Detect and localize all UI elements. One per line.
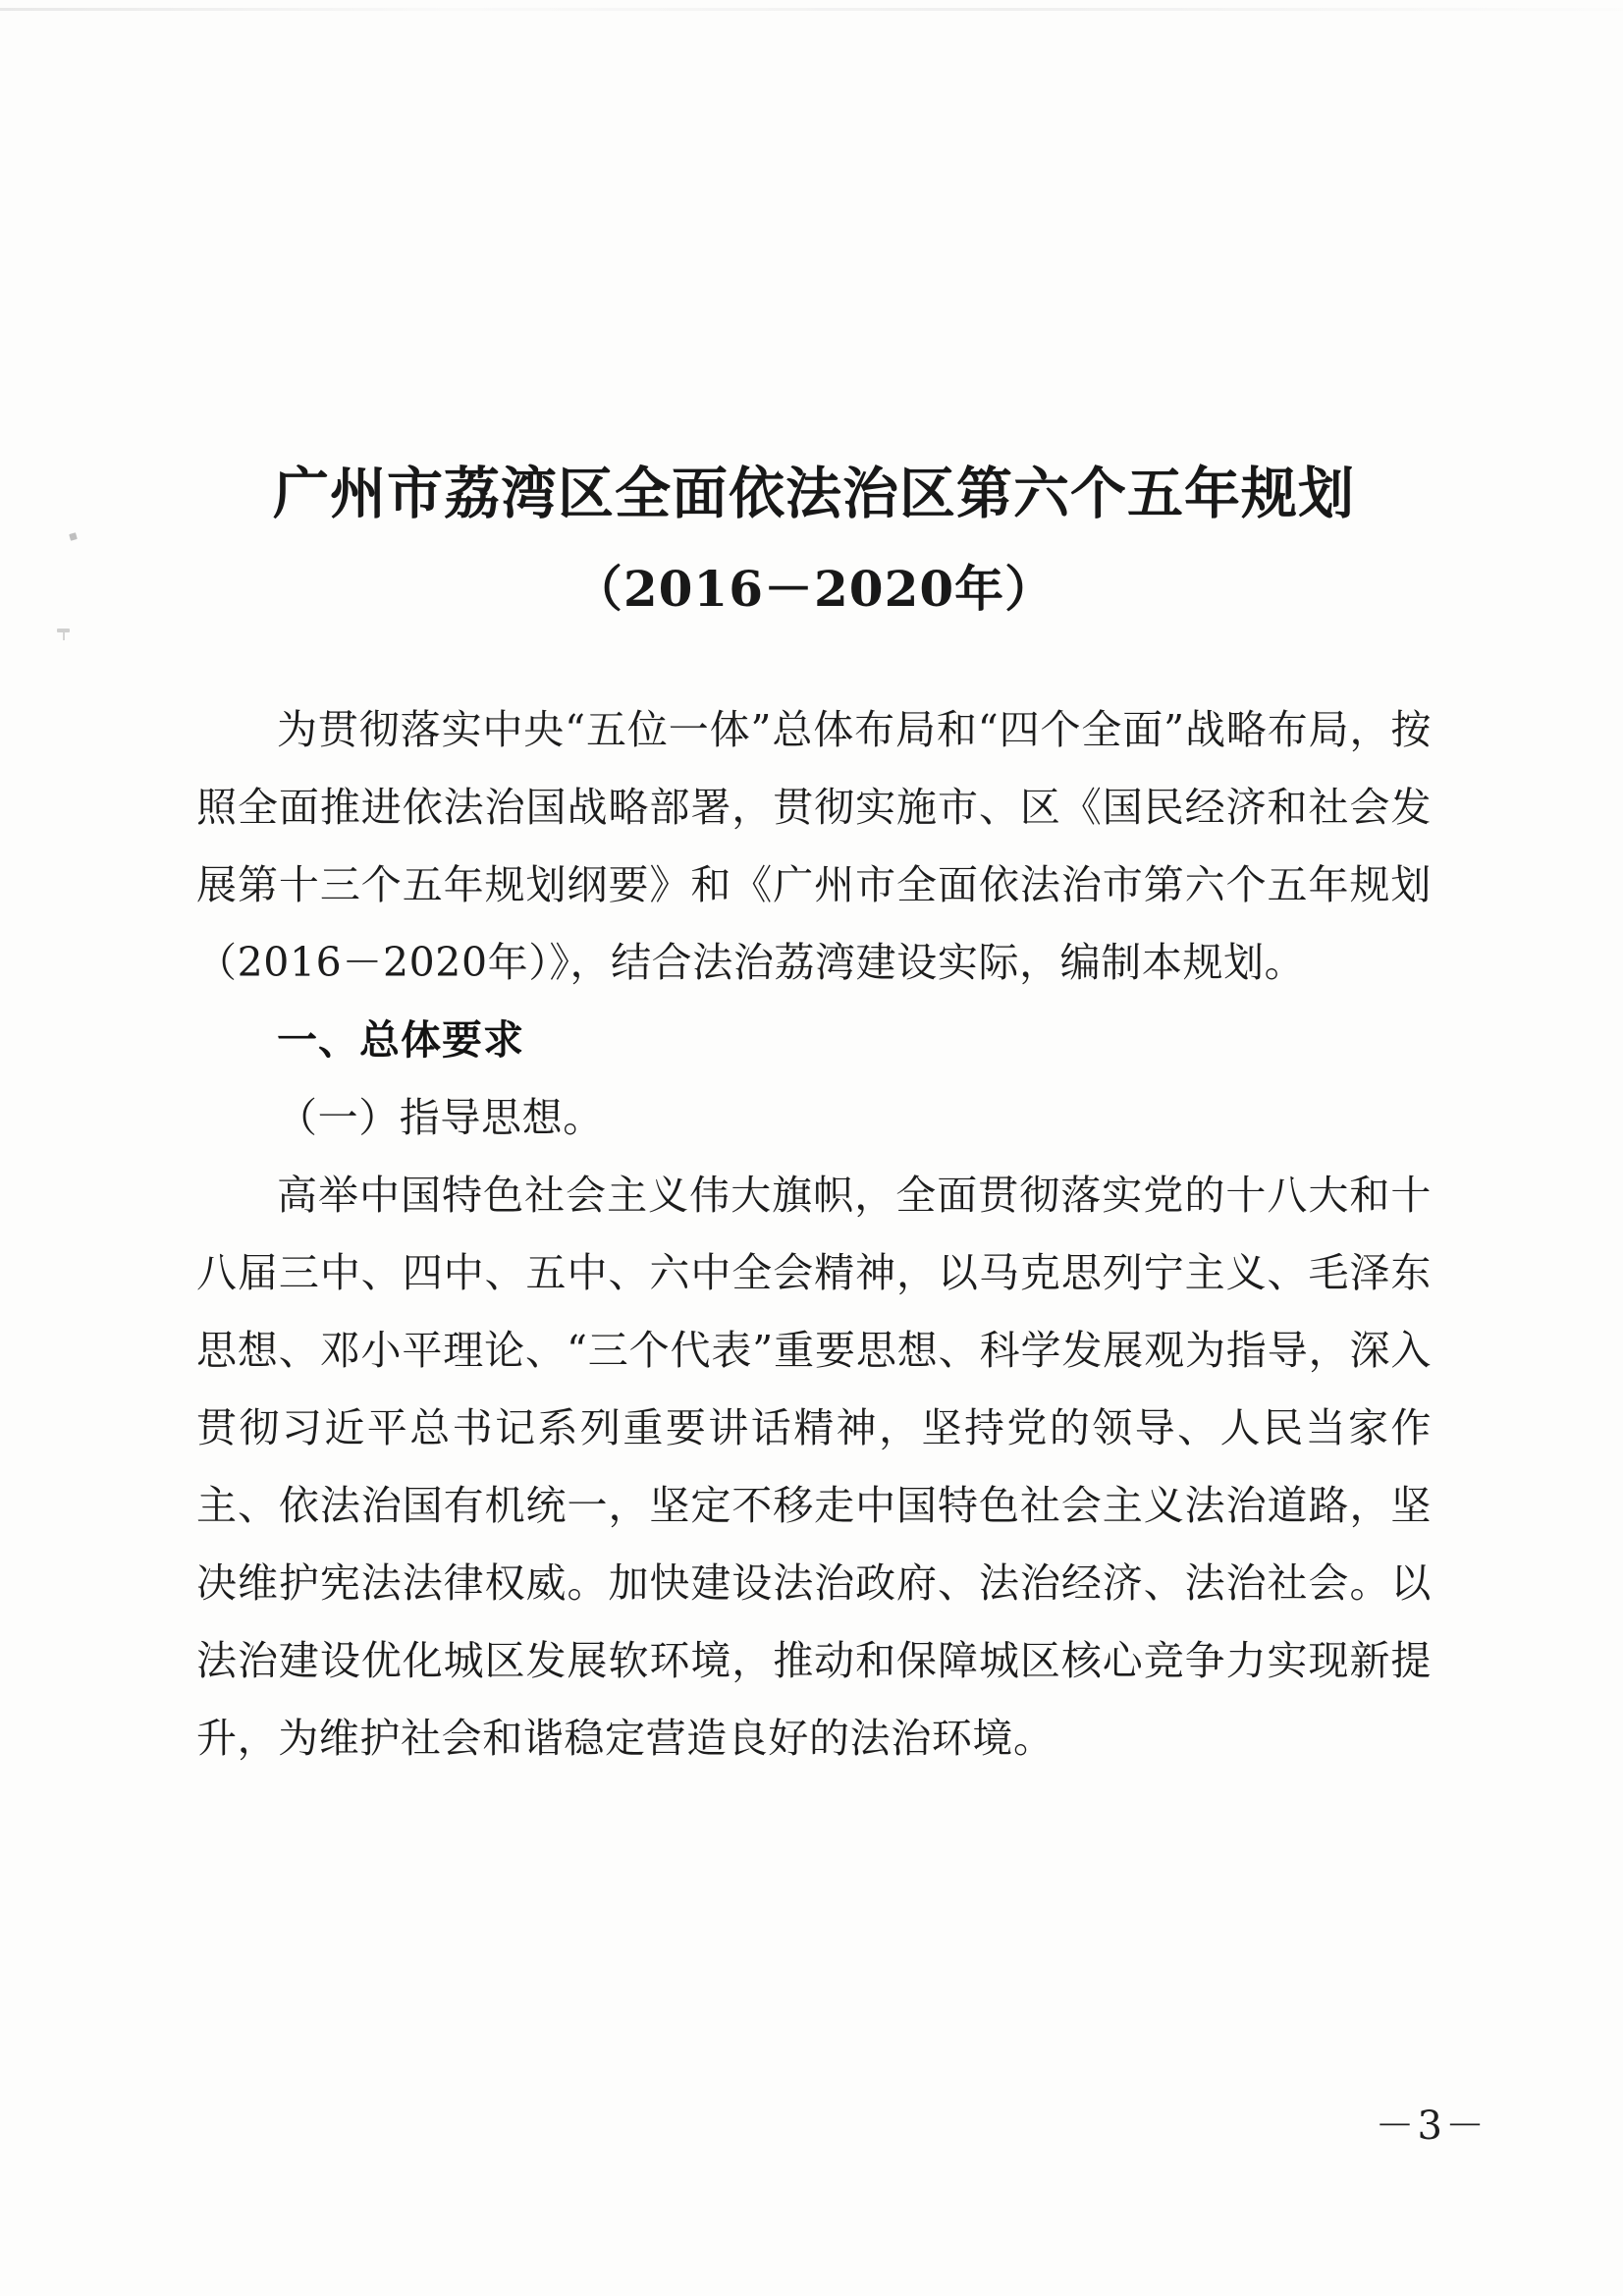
preamble-paragraph: 为贯彻落实中央“五位一体”总体布局和“四个全面”战略布局，按照全面推进依法治国战略部署，贯彻实施市、区《国民经济和社会发展第十三个五年规划纲要》和《广州市全面依法治市第六个五年规划（2016－2020年）》，结合法治荔湾建设实际，编制本规划。 [196,705,1432,986]
guiding-thought-paragraph: 高举中国特色社会主义伟大旗帜，全面贯彻落实党的十八大和十八届三中、四中、五中、六中全会精神，以马克思列宁主义、毛泽东思想、邓小平理论、“三个代表”重要思想、科学发展观为指导，深入贯彻习近平总书记系列重要讲话精神，坚持党的领导、人民当家作主、依法治国有机统一，坚定不移走中国特色社会主义法治道路，坚决维护宪法法律权威。加快建设法治政府、法治经济、法治社会。以法治建设优化城区发展软环境，推动和保障城区核心竞争力实现新提升，为维护社会和谐稳定营造良好的法治环境。 [196,1171,1432,1762]
scan-speck-artifact [57,629,70,632]
scan-speck-artifact [69,532,78,541]
document-subtitle: （2016－2020年） [572,559,1055,618]
subsection-heading-guiding-thought: （一）指导思想。 [277,1093,604,1141]
section-heading-overall-requirements: 一、总体要求 [277,1015,524,1064]
page-number: －3－ [1375,2104,1488,2149]
document-body [196,619,1432,1777]
document-title: 广州市荔湾区全面依法治区第六个五年规划 [273,461,1355,526]
document-content [196,0,1432,1777]
